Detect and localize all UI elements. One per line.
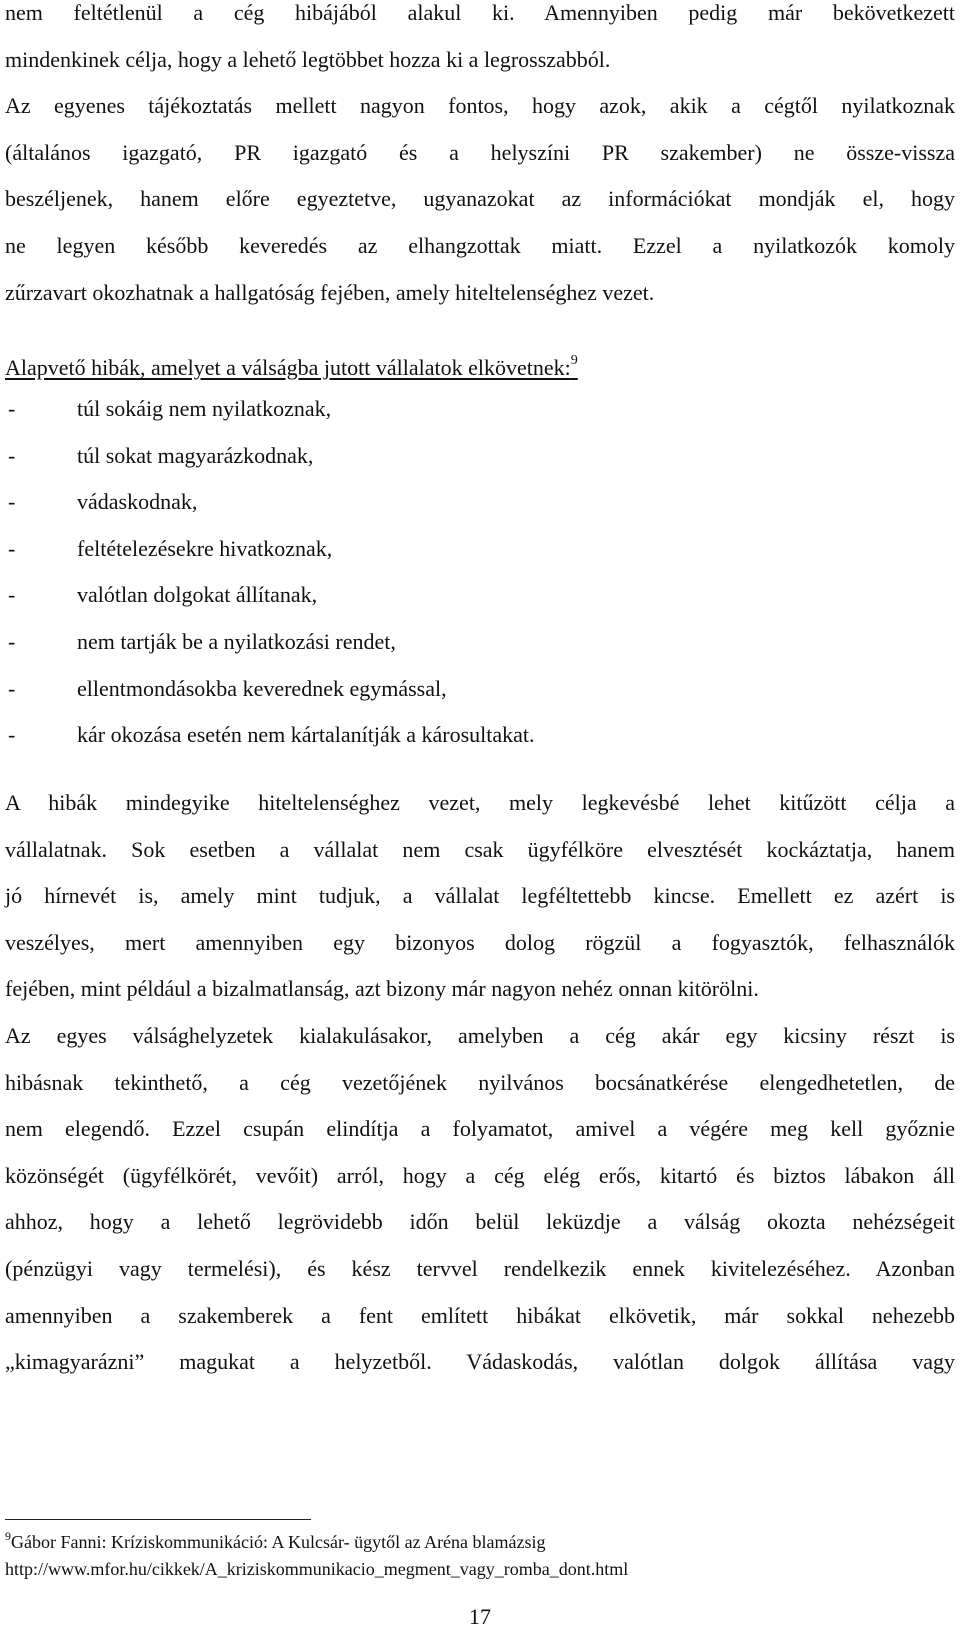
footnote-separator: [5, 1519, 311, 1520]
list-item-text: ellentmondásokba keverednek egymással,: [77, 675, 447, 701]
page-number: 17: [469, 1604, 491, 1629]
text-line: A hibák mindegyike hiteltelenséghez vezet, mely legkevésbé lehet kitűzött célja a: [5, 790, 955, 815]
list-item-text: túl sokáig nem nyilatkoznak,: [77, 396, 332, 421]
list-item: [5, 712, 535, 759]
list-item: [5, 479, 535, 526]
text-line: (általános igazgató, PR igazgató és a helyszíni PR szakember) ne össze-vissza: [5, 139, 955, 165]
text-line: ahhoz, hogy a lehető legrövidebb időn belül leküzdje a válság okozta nehézségeit: [5, 1209, 955, 1235]
text-line: (pénzügyi vagy termelési), és kész tervvel rendelkezik ennek kivitelezéséhez. Azonban: [5, 1255, 955, 1281]
list-dash: -: [8, 442, 16, 468]
list-item-text: valótlan dolgokat állítanak,: [77, 582, 318, 608]
footnote-source-text: Gábor Fanni: Kríziskommunikáció: A Kulcsár- ügytől az Aréna blamázsig: [11, 1532, 546, 1552]
text-line: fejében, mint például a bizalmatlanság, azt bizony már nagyon nehéz onnan kitörölni.: [5, 976, 759, 1002]
footnote: [5, 1529, 628, 1583]
list-item-text: vádaskodnak,: [77, 489, 198, 515]
list-item-text: kár okozása esetén nem kártalanítják a károsultakat.: [77, 722, 535, 748]
footnote-url[interactable]: http://www.mfor.hu/cikkek/A_kriziskommunikacio_megment_vagy_romba_dont.html: [5, 1559, 629, 1579]
list-item-text: nem tartják be a nyilatkozási rendet,: [77, 628, 396, 654]
list-dash: -: [8, 535, 16, 561]
list-heading: [5, 355, 578, 381]
list-dash: -: [8, 628, 16, 654]
text-line: mindenkinek célja, hogy a lehető legtöbbet hozza ki a legrosszabból.: [5, 46, 611, 72]
list-dash: -: [8, 582, 16, 608]
list-dash: -: [8, 489, 16, 515]
text-line: jó hírnevét is, amely mint tudjuk, a vállalat legféltettebb kincse. Emellett ez azért is: [5, 883, 955, 909]
text-line: Az egyes válsághelyzetek kialakulásakor, amelyben a cég akár egy kicsiny részt is: [5, 1022, 955, 1048]
text-line: Az egyenes tájékoztatás mellett nagyon fontos, hogy azok, akik a cégtől nyilatkoznak: [5, 93, 955, 119]
text-line: vállalatnak. Sok esetben a vállalat nem csak ügyfélköre elvesztését kockáztatja, hanem: [5, 836, 955, 862]
list-heading-text: Alapvető hibák, amelyet a válságba jutott vállalatok elkövetnek:: [5, 355, 571, 380]
text-line: amennyiben a szakemberek a fent említett hibákat elkövetik, már sokkal nehezebb: [5, 1302, 955, 1328]
list-dash: -: [8, 722, 16, 748]
list-item-text: feltételezésekre hivatkoznak,: [77, 535, 333, 561]
problem-list: [5, 386, 535, 759]
text-line: veszélyes, mert amennyiben egy bizonyos dolog rögzül a fogyasztók, felhasználók: [5, 929, 955, 955]
body-paragraph: [5, 780, 955, 1386]
list-item: [5, 572, 535, 619]
footnote-reference[interactable]: 9: [570, 353, 578, 368]
list-item: [5, 619, 535, 666]
text-line: nem elegendő. Ezzel csupán elindítja a folyamatot, amivel a végére meg kell győznie: [5, 1116, 955, 1142]
footnote-source: [5, 1529, 628, 1556]
list-dash: -: [8, 396, 16, 421]
list-item-text: túl sokat magyarázkodnak,: [77, 442, 314, 468]
text-line: ne legyen később keveredés az elhangzottak miatt. Ezzel a nyilatkozók komoly: [5, 232, 955, 258]
list-dash: -: [8, 675, 16, 701]
intro-paragraphs: [5, 0, 955, 316]
text-line: „kimagyarázni” magukat a helyzetből. Vádaskodás, valótlan dolgok állítása vagy: [5, 1349, 955, 1375]
text-line: közönségét (ügyfélkörét, vevőit) arról, hogy a cég elég erős, kitartó és biztos lábakon áll: [5, 1162, 955, 1188]
text-line: nem feltétlenül a cég hibájából alakul ki. Amennyiben pedig már bekövetkezett: [5, 0, 955, 25]
text-line: zűrzavart okozhatnak a hallgatóság fejében, amely hiteltelenséghez vezet.: [5, 279, 655, 305]
text-line: hibásnak tekinthető, a cég vezetőjének nyilvános bocsánatkérése elengedhetetlen, de: [5, 1069, 955, 1095]
list-item: [5, 666, 535, 713]
text-line: beszéljenek, hanem előre egyeztetve, ugyanazokat az információkat mondják el, hogy: [5, 186, 955, 212]
list-item: [5, 386, 535, 433]
footnote-number: 9: [5, 1529, 11, 1543]
list-item: [5, 526, 535, 573]
list-item: [5, 433, 535, 480]
